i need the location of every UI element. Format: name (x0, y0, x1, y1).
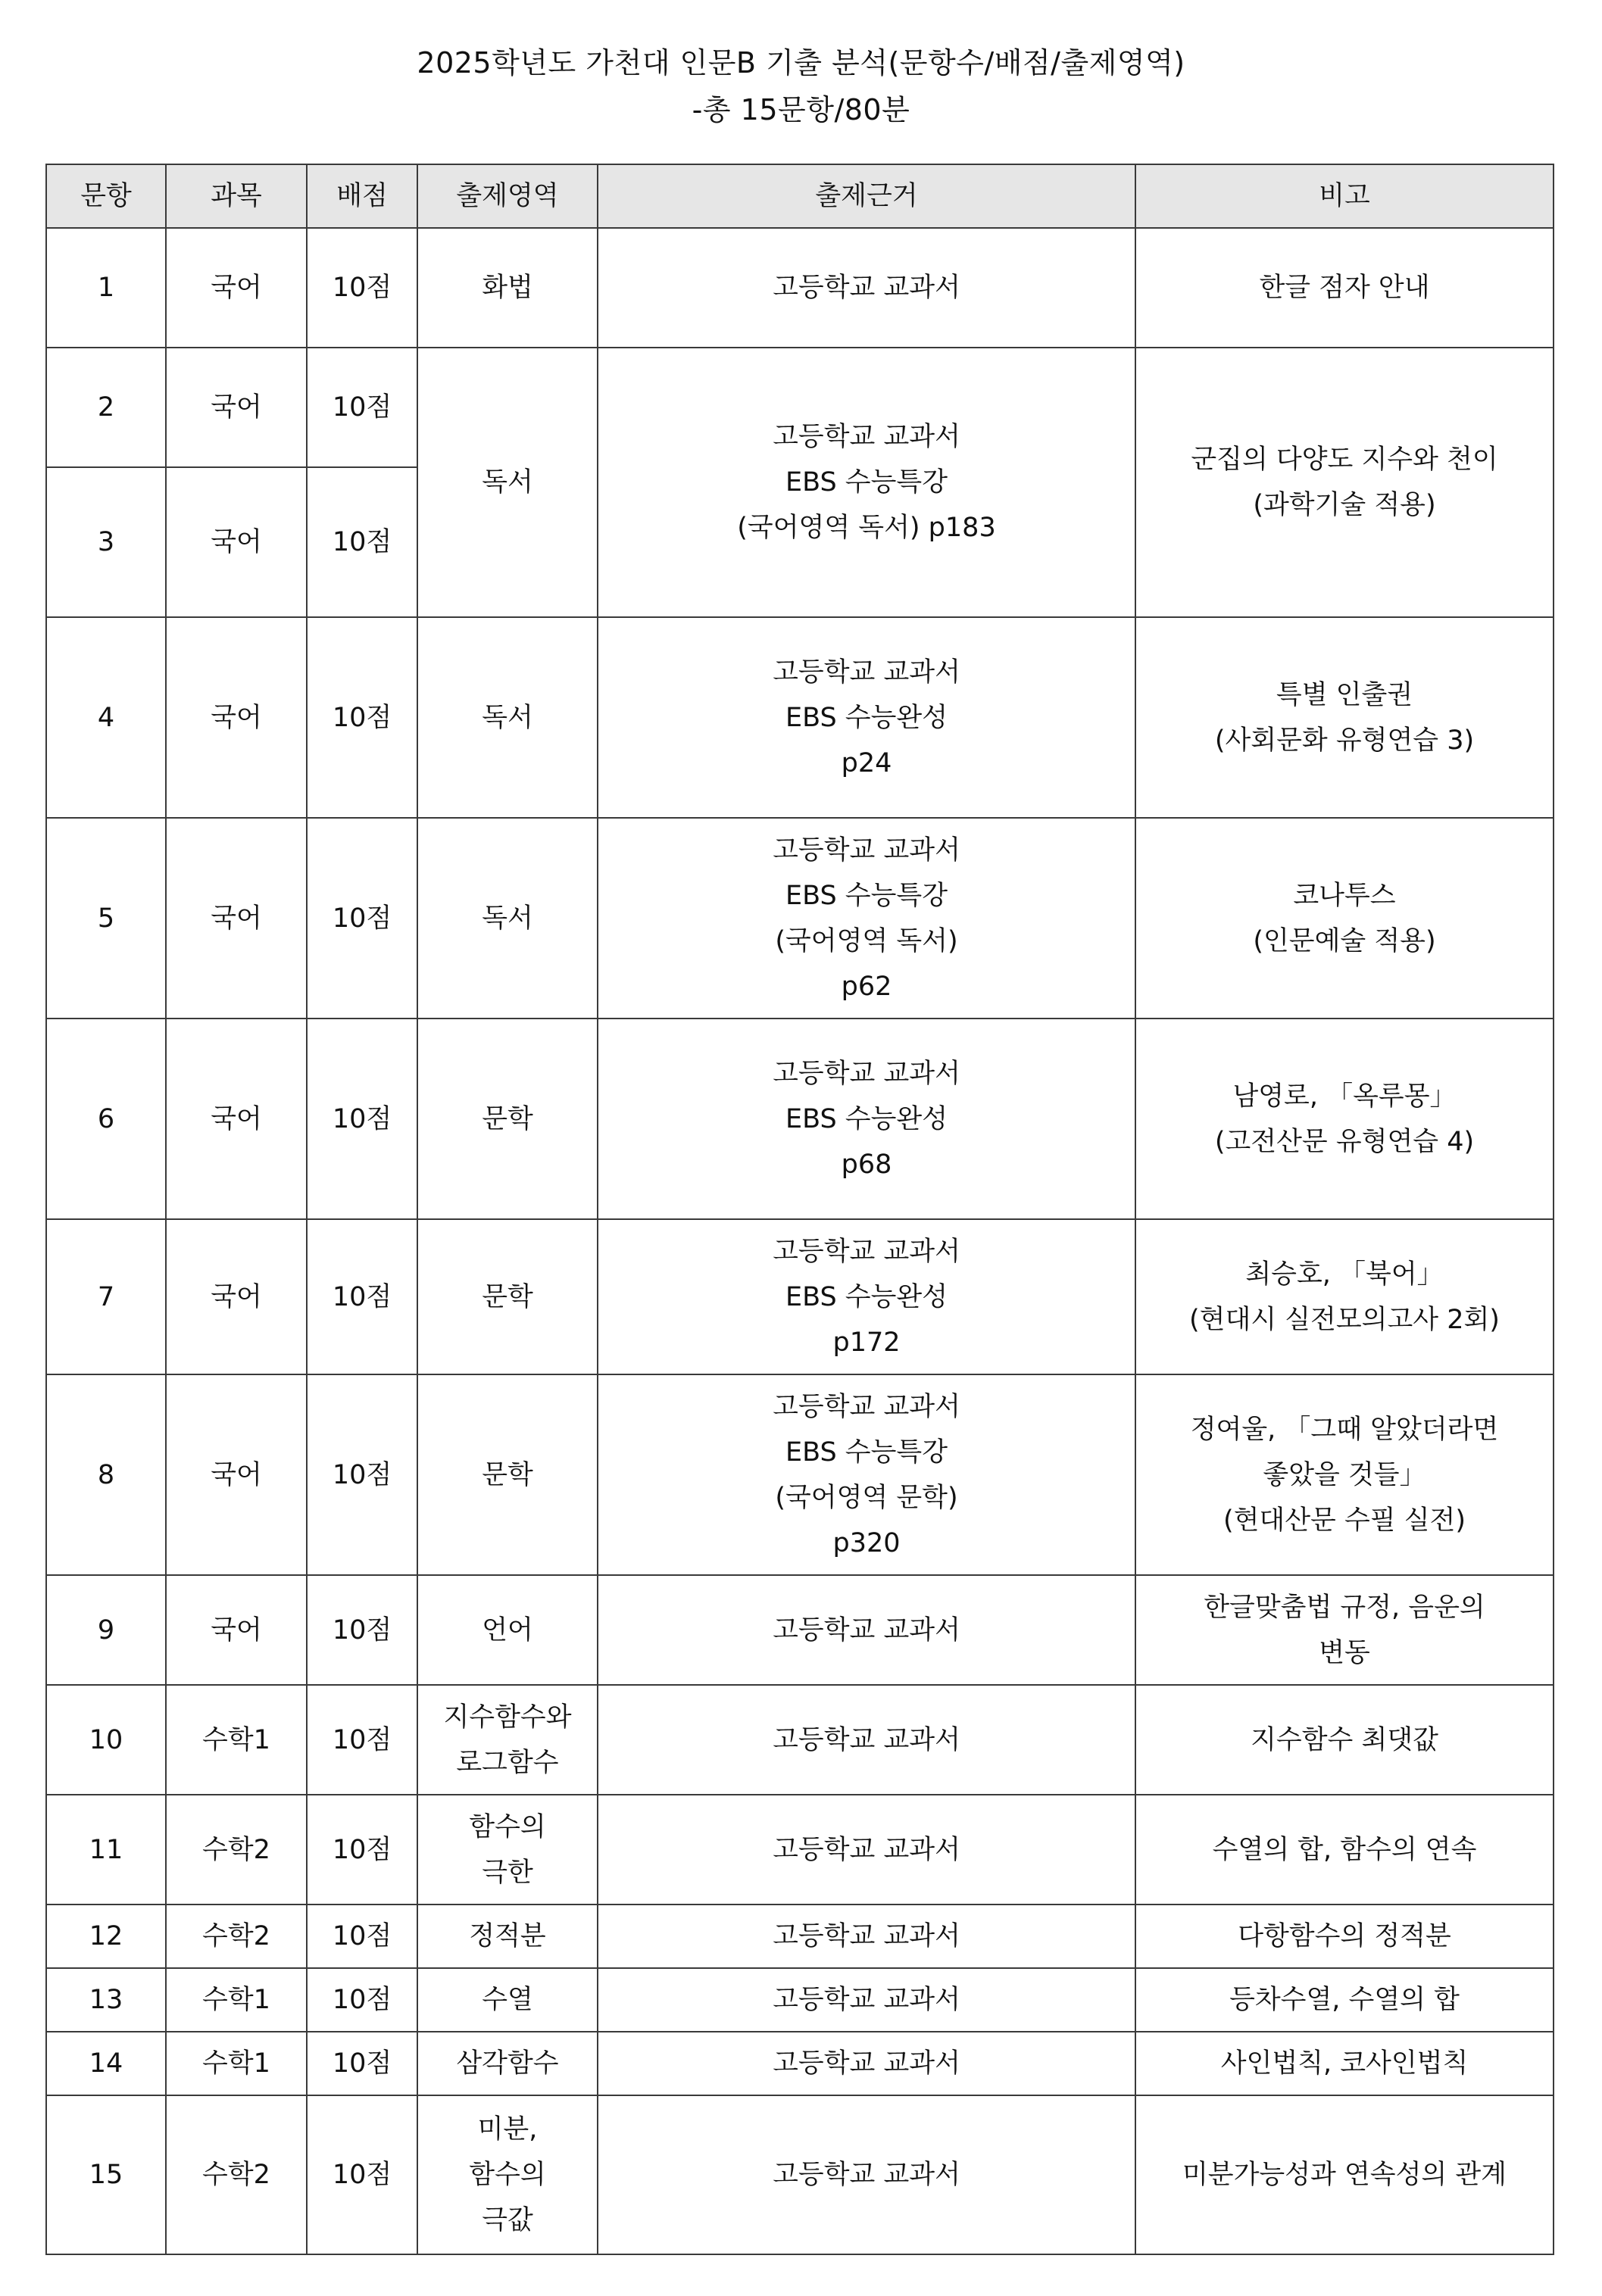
table-row (46, 1968, 1554, 2032)
cell-note: 한글 점자 안내 (1135, 228, 1554, 348)
cell-basis: 고등학교 교과서 (598, 2095, 1135, 2254)
cell-basis: 고등학교 교과서 EBS 수능특강 (국어영역 독서) p183 (598, 348, 1135, 617)
table-row (46, 1795, 1554, 1904)
cell-question-no: 9 (46, 1575, 166, 1685)
table-row (46, 1575, 1554, 1685)
cell-subject: 수학1 (166, 1685, 307, 1795)
cell-subject: 수학1 (166, 1968, 307, 2032)
cell-question-no: 2 (46, 348, 166, 467)
cell-note: 사인법칙, 코사인법칙 (1135, 2032, 1554, 2095)
cell-note: 군집의 다양도 지수와 천이 (과학기술 적용) (1135, 348, 1554, 617)
cell-score: 10점 (307, 348, 417, 467)
cell-score: 10점 (307, 467, 417, 617)
cell-score: 10점 (307, 2032, 417, 2095)
cell-area: 미분, 함수의 극값 (417, 2095, 598, 2254)
cell-note: 미분가능성과 연속성의 관계 (1135, 2095, 1554, 2254)
cell-score: 10점 (307, 1219, 417, 1374)
cell-subject: 국어 (166, 1575, 307, 1685)
cell-question-no: 6 (46, 1019, 166, 1219)
header-question-no: 문항 (46, 164, 166, 228)
table-row (46, 2032, 1554, 2095)
table-row (46, 1904, 1554, 1968)
header-subject: 과목 (166, 164, 307, 228)
cell-score: 10점 (307, 1904, 417, 1968)
cell-area: 정적분 (417, 1904, 598, 1968)
cell-score: 10점 (307, 1374, 417, 1575)
cell-area: 언어 (417, 1575, 598, 1685)
cell-area: 독서 (417, 617, 598, 818)
cell-area: 삼각함수 (417, 2032, 598, 2095)
cell-score: 10점 (307, 1575, 417, 1685)
cell-score: 10점 (307, 1685, 417, 1795)
header-note: 비고 (1135, 164, 1554, 228)
cell-area: 독서 (417, 348, 598, 617)
table-row (46, 2095, 1554, 2254)
cell-note: 다항함수의 정적분 (1135, 1904, 1554, 1968)
cell-basis: 고등학교 교과서 EBS 수능특강 (국어영역 독서) p62 (598, 818, 1135, 1019)
cell-score: 10점 (307, 1019, 417, 1219)
cell-area: 독서 (417, 818, 598, 1019)
document-subtitle: -총 15문항/80분 (692, 93, 910, 126)
cell-area: 수열 (417, 1968, 598, 2032)
cell-question-no: 13 (46, 1968, 166, 2032)
cell-basis: 고등학교 교과서 (598, 2032, 1135, 2095)
cell-area: 문학 (417, 1219, 598, 1374)
header-area: 출제영역 (417, 164, 598, 228)
cell-basis: 고등학교 교과서 (598, 1685, 1135, 1795)
cell-basis: 고등학교 교과서 EBS 수능완성 p68 (598, 1019, 1135, 1219)
cell-basis: 고등학교 교과서 (598, 1968, 1135, 2032)
table-row (46, 348, 1554, 467)
cell-score: 10점 (307, 617, 417, 818)
cell-subject: 국어 (166, 617, 307, 818)
cell-subject: 국어 (166, 1219, 307, 1374)
cell-question-no: 14 (46, 2032, 166, 2095)
document-header (0, 39, 1602, 133)
cell-question-no: 12 (46, 1904, 166, 1968)
cell-score: 10점 (307, 2095, 417, 2254)
cell-note: 수열의 합, 함수의 연속 (1135, 1795, 1554, 1904)
cell-note: 한글맞춤법 규정, 음운의 변동 (1135, 1575, 1554, 1685)
cell-note: 특별 인출권 (사회문화 유형연습 3) (1135, 617, 1554, 818)
cell-subject: 국어 (166, 348, 307, 467)
table-header-row (46, 164, 1554, 228)
cell-question-no: 11 (46, 1795, 166, 1904)
cell-question-no: 1 (46, 228, 166, 348)
cell-area: 화법 (417, 228, 598, 348)
cell-note: 정여울, 「그때 알았더라면 좋았을 것들」 (현대산문 수필 실전) (1135, 1374, 1554, 1575)
table-row (46, 1374, 1554, 1575)
table-row (46, 1685, 1554, 1795)
header-basis: 출제근거 (598, 164, 1135, 228)
cell-area: 함수의 극한 (417, 1795, 598, 1904)
cell-question-no: 15 (46, 2095, 166, 2254)
cell-score: 10점 (307, 1968, 417, 2032)
cell-basis: 고등학교 교과서 (598, 1904, 1135, 1968)
cell-subject: 수학2 (166, 1904, 307, 1968)
cell-subject: 수학2 (166, 1795, 307, 1904)
cell-note: 코나투스 (인문예술 적용) (1135, 818, 1554, 1019)
cell-subject: 국어 (166, 1019, 307, 1219)
cell-note: 등차수열, 수열의 합 (1135, 1968, 1554, 2032)
exam-analysis-table (45, 164, 1554, 2255)
cell-subject: 수학2 (166, 2095, 307, 2254)
cell-question-no: 5 (46, 818, 166, 1019)
table-row (46, 1019, 1554, 1219)
cell-area: 문학 (417, 1374, 598, 1575)
cell-subject: 국어 (166, 1374, 307, 1575)
cell-score: 10점 (307, 818, 417, 1019)
cell-subject: 수학1 (166, 2032, 307, 2095)
cell-basis: 고등학교 교과서 (598, 1795, 1135, 1904)
table-row (46, 617, 1554, 818)
cell-area: 지수함수와 로그함수 (417, 1685, 598, 1795)
cell-note: 최승호, 「북어」 (현대시 실전모의고사 2회) (1135, 1219, 1554, 1374)
cell-basis: 고등학교 교과서 (598, 228, 1135, 348)
cell-question-no: 4 (46, 617, 166, 818)
cell-basis: 고등학교 교과서 EBS 수능완성 p172 (598, 1219, 1135, 1374)
cell-question-no: 10 (46, 1685, 166, 1795)
table-row (46, 818, 1554, 1019)
table-row (46, 1219, 1554, 1374)
cell-score: 10점 (307, 1795, 417, 1904)
cell-question-no: 8 (46, 1374, 166, 1575)
cell-basis: 고등학교 교과서 EBS 수능완성 p24 (598, 617, 1135, 818)
table-row (46, 228, 1554, 348)
header-score: 배점 (307, 164, 417, 228)
cell-note: 지수함수 최댓값 (1135, 1685, 1554, 1795)
cell-note: 남영로, 「옥루몽」 (고전산문 유형연습 4) (1135, 1019, 1554, 1219)
cell-subject: 국어 (166, 818, 307, 1019)
cell-area: 문학 (417, 1019, 598, 1219)
cell-subject: 국어 (166, 467, 307, 617)
cell-basis: 고등학교 교과서 EBS 수능특강 (국어영역 문학) p320 (598, 1374, 1135, 1575)
cell-question-no: 7 (46, 1219, 166, 1374)
cell-question-no: 3 (46, 467, 166, 617)
cell-subject: 국어 (166, 228, 307, 348)
document-title: 2025학년도 가천대 인문B 기출 분석(문항수/배점/출제영역) (417, 46, 1185, 80)
cell-basis: 고등학교 교과서 (598, 1575, 1135, 1685)
cell-score: 10점 (307, 228, 417, 348)
